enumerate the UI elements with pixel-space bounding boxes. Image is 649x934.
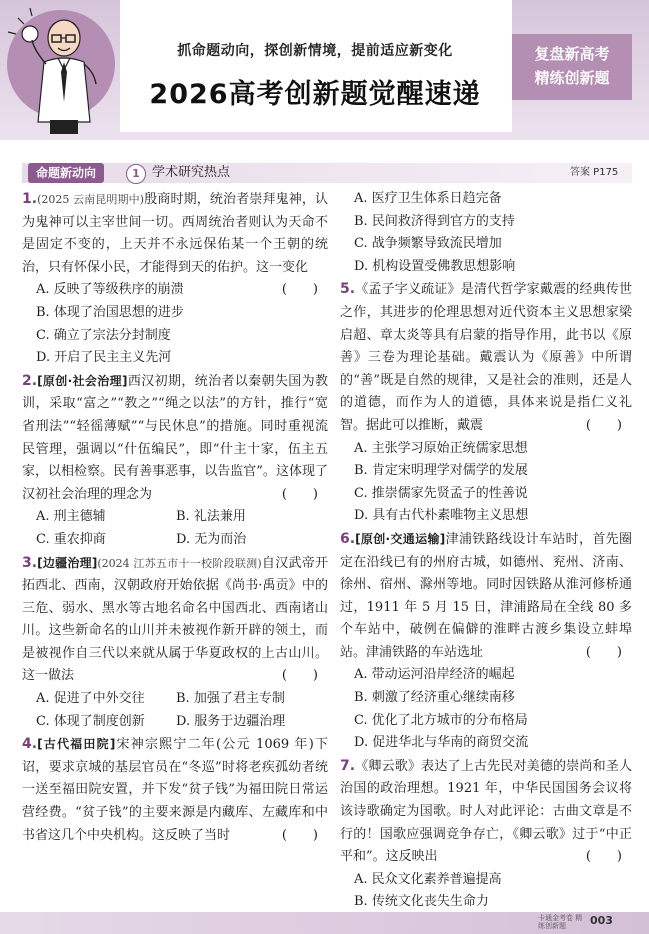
section-title: 学术研究热点 <box>152 165 231 180</box>
question-stem: 宋神宗熙宁二年(公元 1069 年)下诏，要求京城的基层官员在“冬巡”时将老疾孤幼者统一送至福田院安置，并下发“贫子钱”为福田院日常运营经费。“贫子钱”的主要来源是内藏库、左藏库和中书省这几个中央机构。这反映了当时 <box>22 737 328 843</box>
section-bar <box>22 163 632 183</box>
question-stem: 西汉初期，统治者以秦朝失国为教训，采取“富之”“教之”“绳之以法”的方针，推行“宽省刑法”“轻徭薄赋”“与民休息”的措施。同时重视流民管理，强调以“什伍编民”，即“什主十家，伍主五家，以相检察。民有善事恶事，以告监官”。这体现了汉初社会治理的理念为 <box>22 373 328 502</box>
question-5 <box>340 278 632 528</box>
question-4 <box>22 733 328 847</box>
option-a: A. 刑主德辅 <box>36 509 106 525</box>
header-slogan: 抓命题动向，探创新情境，提前适应新变化 <box>177 43 453 59</box>
question-number: 4. <box>22 736 38 753</box>
option-a: A. 医疗卫生体系日趋完备 <box>354 191 502 206</box>
question-number: 7. <box>340 757 356 774</box>
option-c: C. 优化了北方城市的分布格局 <box>354 712 528 728</box>
page-header <box>0 0 649 140</box>
answer-paren: ( ) <box>281 486 318 502</box>
question-4-options <box>340 188 632 278</box>
question-stem: 《孟子字义疏证》是清代哲学家戴震的经典传世之作，其进步的伦理思想对近代资本主义思想家梁启超、章太炎等具有启蒙的指导作用，此书以《原善》三卷为理论基础。戴震认为《原善》中所谓的“善”既是自然的规律，又是社会的准则，还是人的道德，而作为人的道德，具体来说是指仁义礼智。据此可以推断，戴震 <box>340 282 632 433</box>
left-column <box>22 188 328 847</box>
answer-paren: ( ) <box>281 282 318 298</box>
option-d: D. 机构设置受佛教思想影响 <box>354 258 516 274</box>
option-d: D. 具有古代朴素唯物主义思想 <box>354 508 529 524</box>
footer-brand-logo: 卡通金考卷 精练创新题 <box>538 914 583 930</box>
option-a: A. 带动运河沿岸经济的崛起 <box>354 667 515 683</box>
option-c: C. 战争频繁导致流民增加 <box>354 236 502 252</box>
option-d: D. 服务于边疆治理 <box>176 713 286 729</box>
answer-paren: ( ) <box>585 849 622 865</box>
badge-line-1: 复盘新高考 <box>534 45 610 63</box>
question-2 <box>22 370 328 552</box>
answer-reference: 答案 P175 <box>570 167 619 178</box>
question-7 <box>340 755 632 914</box>
option-a: A. 主张学习原始正统儒家思想 <box>354 440 528 456</box>
page-number: 003 <box>590 914 613 927</box>
option-b: B. 体现了治国思想的进步 <box>36 304 184 320</box>
option-b: B. 民间救济得到官方的支持 <box>354 213 515 229</box>
question-number: 1. <box>22 191 38 207</box>
question-stem: 殷商时期，统治者崇拜鬼神，认为鬼神可以主宰世间一切。西周统治者则认为天命不是固定不变的，上天并不永远保佑某一个王朝的统治，只有怀保小民，才能得到天的佑护。这一变化 <box>22 192 328 275</box>
question-3 <box>22 552 328 734</box>
page-title: 2026高考创新题觉醒速递 <box>149 79 481 110</box>
question-stem: 《卿云歌》表达了上古先民对美德的崇尚和圣人治国的政治理想。1921 年，中华民国国务会议将该诗歌确定为国歌。时人对此评论：古曲文章是不行的！国歌应强调竞争存亡，《卿云歌》过于“中正平和”。这反映出 <box>340 758 632 865</box>
teacher-cartoon-avatar <box>2 2 120 136</box>
option-c: C. 重农抑商 <box>36 531 106 547</box>
answer-paren: ( ) <box>281 668 318 684</box>
option-b: B. 肯定宋明理学对儒学的发展 <box>354 463 528 479</box>
right-column <box>340 188 632 914</box>
question-number: 5. <box>340 281 356 298</box>
question-number: 3. <box>22 554 38 571</box>
question-stem: 自汉武帝开拓西北、西南，汉朝政府开始依据《尚书·禹贡》中的三危、弱水、黑水等古地名命名中国西北、西南诸山川。这些新命名的山川并未被视作新开辟的领土，而是被视作自三代以来就从属于华夏政权的上古山川。这一做法 <box>22 555 328 684</box>
option-d: D. 开启了民主主义先河 <box>36 350 172 366</box>
option-d: D. 无为而治 <box>176 531 247 547</box>
question-number: 2. <box>22 372 38 389</box>
option-a: A. 反映了等级秩序的崩溃 <box>36 282 184 298</box>
option-b: B. 刺激了经济重心继续南移 <box>354 690 515 706</box>
header-center-panel <box>120 0 512 132</box>
question-number: 6. <box>340 530 356 547</box>
section-tag: 命题新动向 <box>28 163 104 183</box>
question-source: (2025 云南昆明期中) <box>37 193 145 206</box>
option-c: C. 确立了宗法分封制度 <box>36 327 171 343</box>
question-tag: [原创·交通运输] <box>355 531 446 546</box>
question-source: (2024 江苏五市十一校阶段联测) <box>97 556 262 570</box>
answer-paren: ( ) <box>585 417 622 433</box>
header-badge <box>512 34 632 100</box>
question-tag: [边疆治理] <box>37 555 98 570</box>
option-c: C. 推崇儒家先贤孟子的性善说 <box>354 485 528 501</box>
question-tag: [古代福田院] <box>37 737 116 752</box>
option-b: B. 加强了君主专制 <box>176 691 285 707</box>
option-a: A. 民众文化素养普遍提高 <box>354 871 502 887</box>
option-a: A. 促进了中外交往 <box>36 691 145 707</box>
question-stem: 津浦铁路线设计车站时，首先圈定在沿线已有的州府古城，如德州、兖州、济南、徐州、宿州、滁州等地。同时因铁路从淮河修桥通过，1911 年 5 月 15 日，津浦路局在全线 80 多个车站中，破例在偏僻的淮畔古渡乡集设立蚌埠站。津浦铁路的车站选址 <box>340 531 632 660</box>
question-tag: [原创·社会治理] <box>37 373 128 388</box>
option-d: D. 促进华北与华南的商贸交流 <box>354 735 529 751</box>
option-b: B. 传统文化丧失生命力 <box>354 894 489 910</box>
question-1 <box>22 188 328 370</box>
answer-paren: ( ) <box>281 827 318 843</box>
question-6 <box>340 528 632 755</box>
section-number: 1 <box>126 164 146 184</box>
answer-paren: ( ) <box>585 644 622 660</box>
option-b: B. 礼法兼用 <box>176 509 246 525</box>
badge-line-2: 精练创新题 <box>534 69 610 87</box>
option-c: C. 体现了制度创新 <box>36 713 145 729</box>
